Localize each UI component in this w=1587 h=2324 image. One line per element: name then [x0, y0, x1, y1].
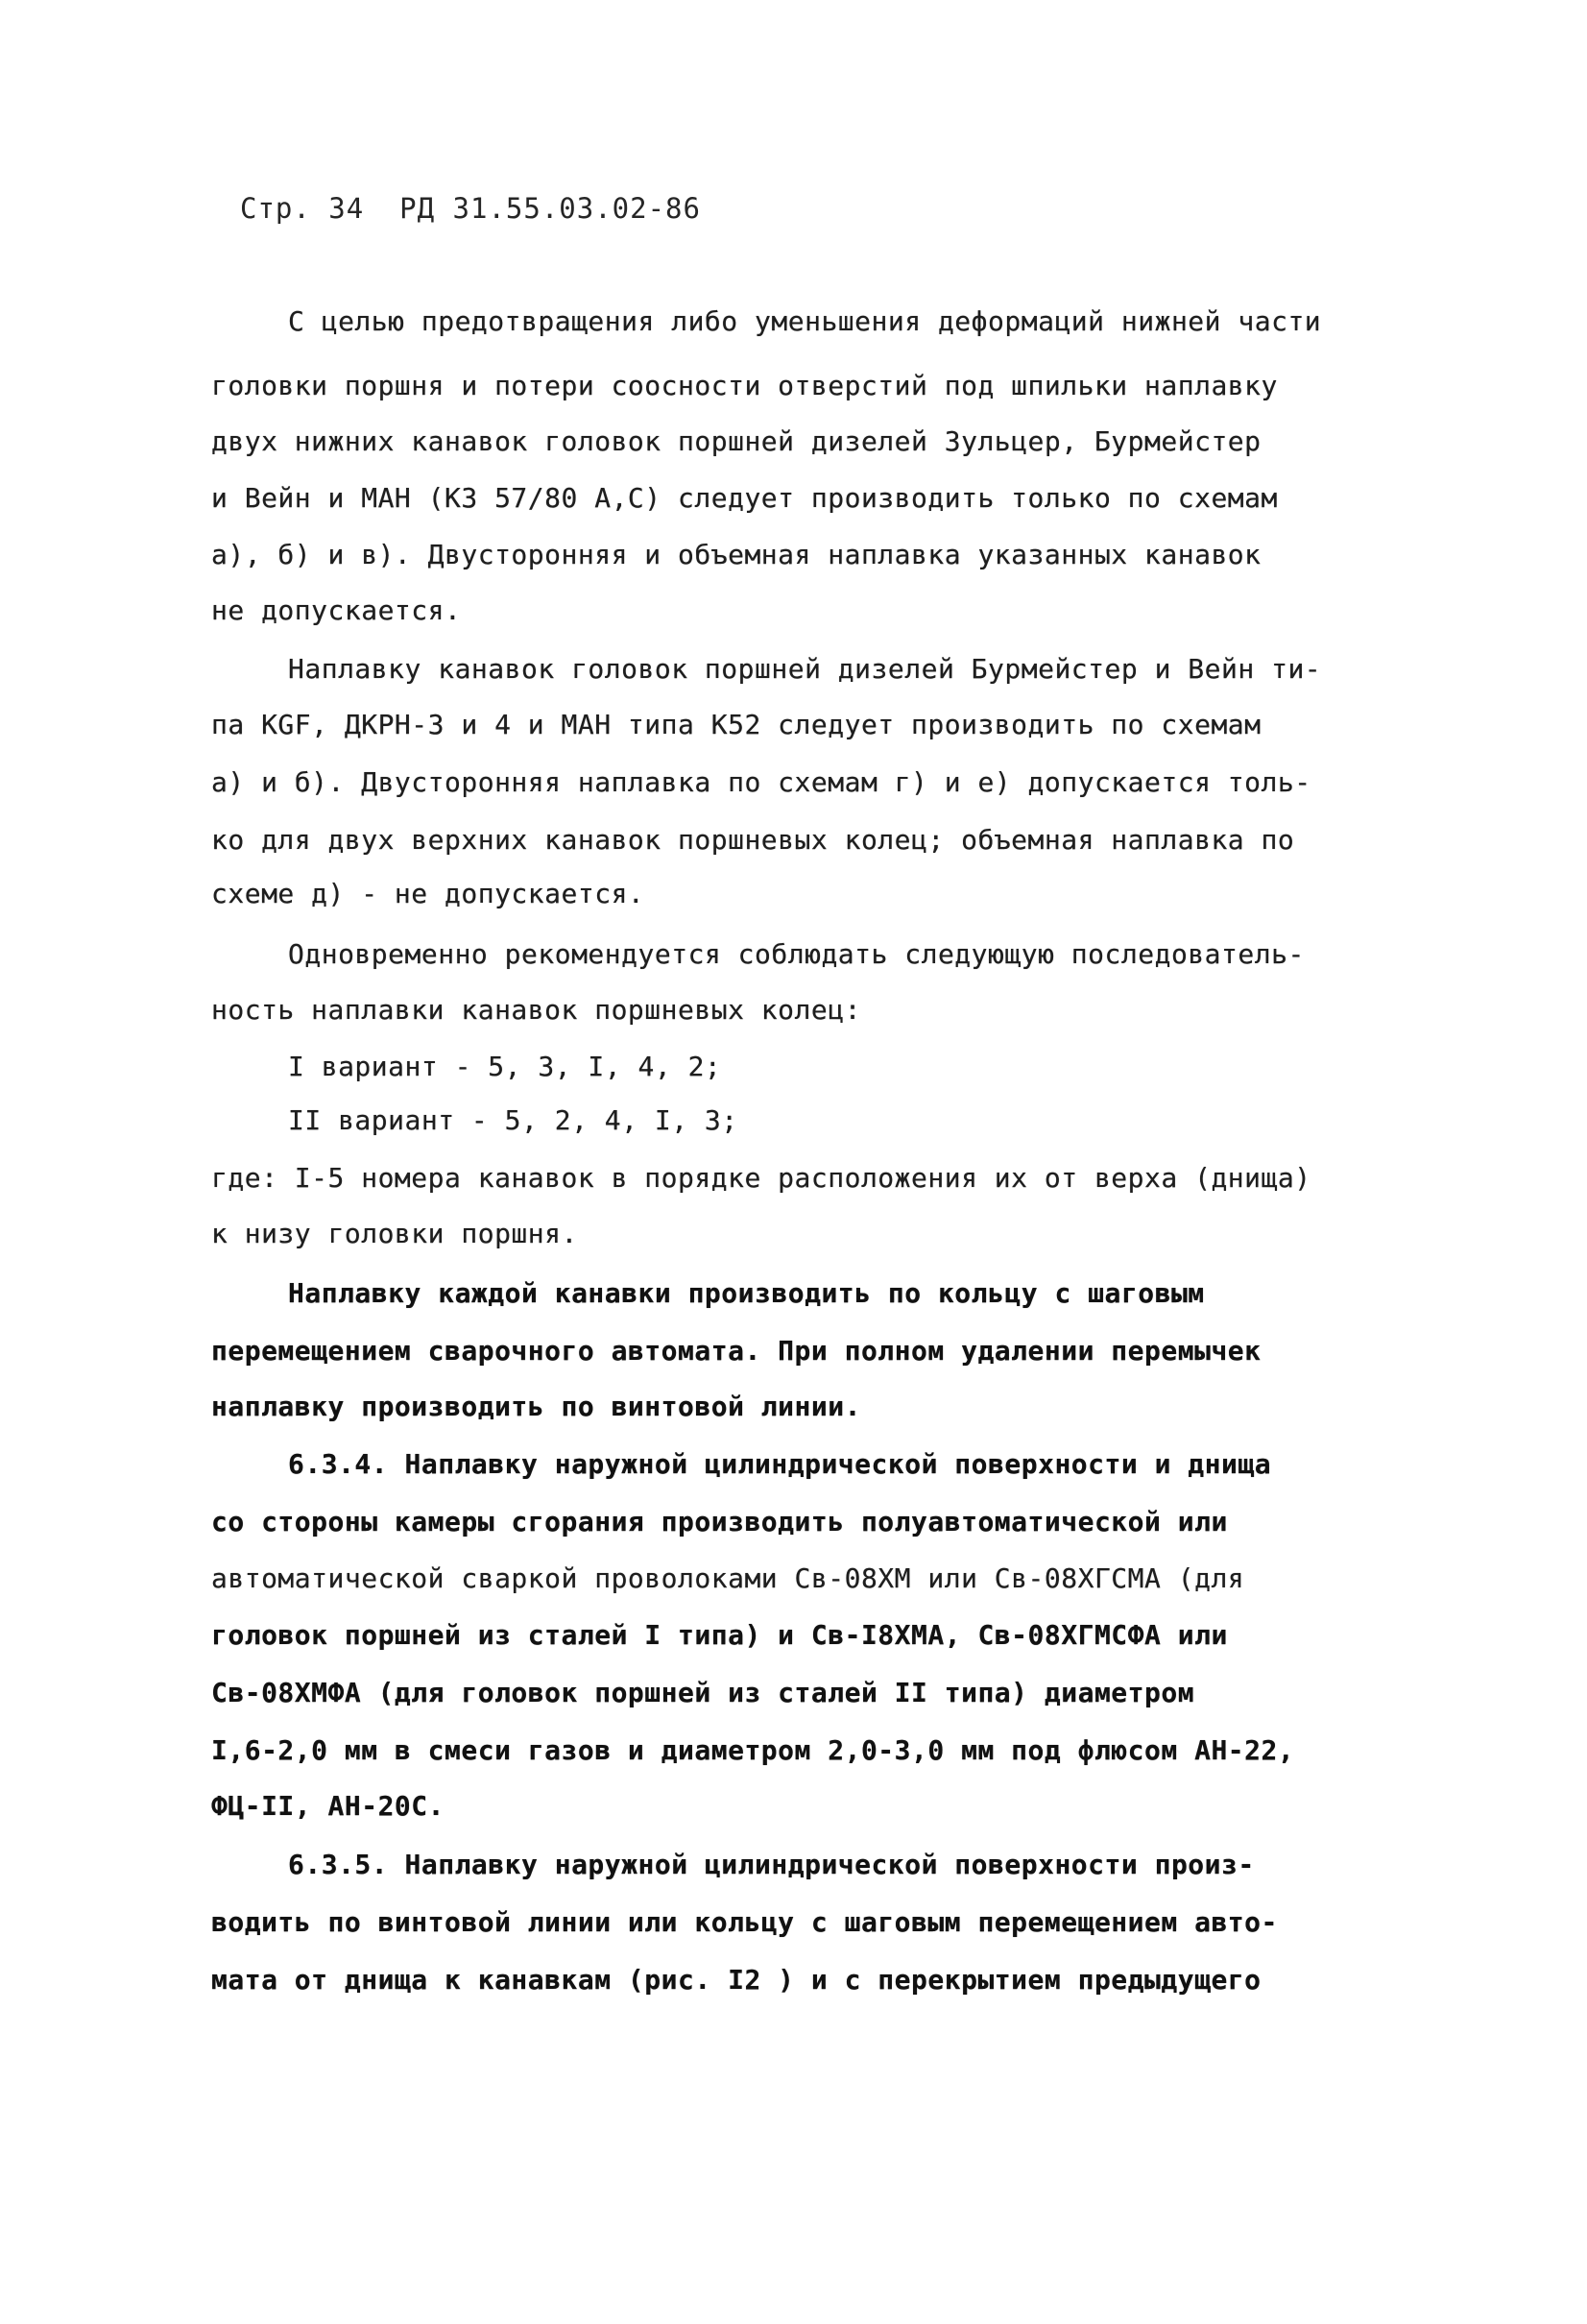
text-line: мата от днища к канавкам (рис. I2 ) и с перекрытием предыдущего — [211, 1964, 1262, 1996]
text-line: наплавку производить по винтовой линии. — [211, 1391, 861, 1422]
text-line: а) и б). Двусторонняя наплавка по схемам г) и е) допускается толь- — [211, 766, 1311, 798]
text-line: не допускается. — [211, 594, 462, 626]
text-line: па КGF, ДКРН-3 и 4 и МАН типа К52 следует производить по схемам — [211, 709, 1262, 740]
text-line: Наплавку канавок головок поршней дизелей Бурмейстер и Вейн ти- — [288, 653, 1322, 685]
text-line: 6.3.5. Наплавку наружной цилиндрической поверхности произ- — [288, 1849, 1255, 1880]
text-line: к низу головки поршня. — [211, 1218, 578, 1249]
text-line: I,6-2,0 мм в смеси газов и диаметром 2,0-3,0 мм под флюсом АН-22, — [211, 1734, 1295, 1766]
text-line: автоматической сваркой проволоками Св-08ХМ или Св-08ХГСМА (для — [211, 1562, 1245, 1594]
text-line: ко для двух верхних канавок поршневых колец; объемная наплавка по — [211, 824, 1295, 856]
text-line: головок поршней из сталей I типа) и Св-I8ХМА, Св-08ХГМСФА или — [211, 1619, 1228, 1651]
text-line: Св-08ХМФА (для головок поршней из сталей II типа) диаметром — [211, 1677, 1195, 1708]
text-line: схеме д) - не допускается. — [211, 878, 645, 909]
page-number: Стр. 34 — [240, 192, 365, 225]
text-line: С целью предотвращения либо уменьшения деформаций нижней части — [288, 305, 1322, 337]
text-line: водить по винтовой линии или кольцу с шаговым перемещением авто- — [211, 1906, 1278, 1938]
text-line: Одновременно рекомендуется соблюдать следующую последователь- — [288, 938, 1305, 970]
text-line: со стороны камеры сгорания производить полуавтоматической или — [211, 1506, 1228, 1537]
text-line: I вариант - 5, 3, I, 4, 2; — [288, 1051, 722, 1082]
text-line: и Вейн и МАН (КЗ 57/80 А,С) следует производить только по схемам — [211, 482, 1278, 514]
text-line: ФЦ-II, АН-20С. — [211, 1790, 445, 1822]
page-header — [240, 192, 701, 225]
text-line: Наплавку каждой канавки производить по кольцу с шаговым — [288, 1277, 1205, 1309]
text-line: а), б) и в). Двусторонняя и объемная наплавка указанных канавок — [211, 539, 1262, 570]
text-line: ность наплавки канавок поршневых колец: — [211, 994, 861, 1026]
text-line: головки поршня и потери соосности отверстий под шпильки наплавку — [211, 370, 1278, 401]
text-line: двух нижних канавок головок поршней дизелей Зульцер, Бурмейстер — [211, 425, 1262, 457]
text-line: II вариант - 5, 2, 4, I, 3; — [288, 1104, 738, 1136]
text-line: перемещением сварочного автомата. При полном удалении перемычек — [211, 1335, 1262, 1367]
document-code: РД 31.55.03.02-86 — [399, 192, 701, 225]
text-line: 6.3.4. Наплавку наружной цилиндрической поверхности и днища — [288, 1448, 1272, 1480]
text-line: где: I-5 номера канавок в порядке расположения их от верха (днища) — [211, 1162, 1311, 1194]
